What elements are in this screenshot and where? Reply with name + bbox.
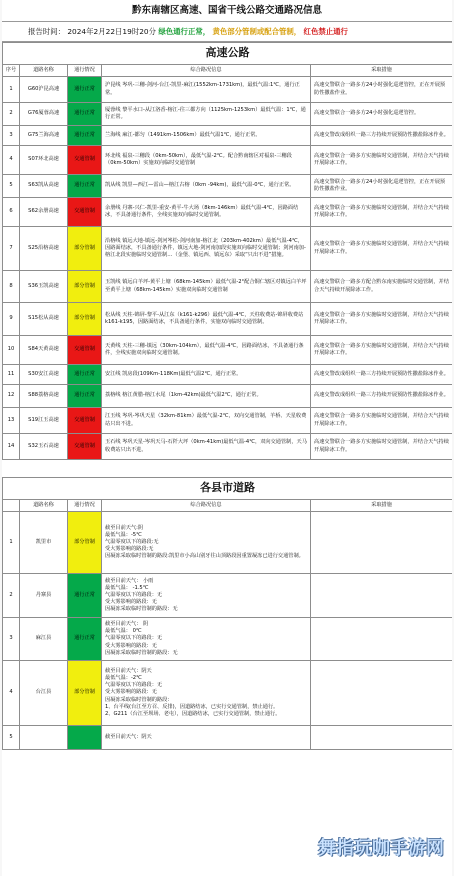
highway-row [3, 365, 453, 385]
red-legend: 红色禁止通行 [303, 27, 348, 36]
row-number: 5 [3, 175, 20, 198]
road-condition: 玉石线 岑巩天星-岑巩天马-石阡大坪（0km-41km)最低气温-4℃，双向交通管制，天马收费站只出不进。 [102, 434, 311, 460]
county-measure [311, 574, 453, 618]
page-title: 黔东南辖区高速、国省干线公路交通路况信息 [2, 0, 452, 22]
report-time: 2024年2月22日19时20分 [67, 27, 157, 36]
measure-text: 高速交警联合一路多方24小时强化巡逻管控，正在开展预防性撒盐作业。 [311, 175, 453, 198]
row-number: 2 [3, 103, 20, 126]
highway-section-title: 高速公路 [3, 43, 453, 65]
status-badge: 通行正常 [68, 77, 102, 103]
status-badge: 部分管制 [68, 227, 102, 271]
row-number: 9 [3, 303, 20, 336]
status-badge: 通行正常 [68, 365, 102, 385]
measure-text: 高速交警改成组织一路三方持续开展预防性撒盐除冰作业。 [311, 126, 453, 146]
header-measure: 采取措施 [311, 65, 453, 77]
row-number: 4 [3, 661, 20, 726]
header-road: 道路名称 [20, 65, 68, 77]
county-header-status: 通行情况 [68, 500, 102, 512]
status-badge: 通行正常 [68, 126, 102, 146]
road-condition: 安江线 凯房段(109Km-118Km)最低气温2℃，通行正常。 [102, 365, 311, 385]
highway-row [3, 103, 453, 126]
road-name: S88荔榕高速 [20, 385, 68, 408]
road-name: S25沿榕高速 [20, 227, 68, 271]
status-badge: 交通管制 [68, 146, 102, 175]
highway-header-row [3, 65, 453, 77]
row-number: 10 [3, 336, 20, 365]
highway-table [2, 42, 452, 460]
measure-text: 高速交警联合一路多方实施临时交通管制，并结合天气持续开展除冰工作。 [311, 303, 453, 336]
road-condition: 厦蓉线 黎平水口-从江洛香-榕江-往三都方向（1125km-1253km）最低气温：1℃，通行正常。 [102, 103, 311, 126]
county-name [20, 726, 68, 750]
row-number: 7 [3, 227, 20, 271]
section-gap [2, 460, 452, 477]
road-name: G60沪昆高速 [20, 77, 68, 103]
page [2, 0, 452, 876]
county-measure [311, 618, 453, 661]
measure-text: 高速交警联合一路多方实施临时交通管制，并结合天气持续开展除冰工作。 [311, 227, 453, 271]
measure-text: 高速交警改成组织一路三方持续开展预防性撒盐除冰作业。 [311, 385, 453, 408]
row-number: 2 [3, 574, 20, 618]
measure-text: 高速交警联合一路多方实施临时交通管制，并结合天气持续开展除冰工作。 [311, 408, 453, 434]
measure-text: 高速交警联合一路多方配合黔东南实施临时交通管制，并结合天气持续开展除冰工作。 [311, 271, 453, 303]
road-name: S32玉石高速 [20, 434, 68, 460]
road-condition: 玉凯线 镇远白羊坪-黄平上塘（68km-145km）最低气温-2°配合铜仁辖区对镇远白羊坪至黄平上塘（68km-145km）实施双向临时交通管制 [102, 271, 311, 303]
row-number: 3 [3, 126, 20, 146]
road-condition: 沪昆线 岑巩-三穗-剑河-台江-凯里-麻江(1552km-1731km)，最低气温:1℃，通行正常。 [102, 77, 311, 103]
row-number: 1 [3, 77, 20, 103]
highway-row [3, 77, 453, 103]
road-name: S62余册高速 [20, 198, 68, 227]
status-badge: 通行正常 [68, 175, 102, 198]
measure-text: 高速交警联合一路多方实施临时交通管制，并结合天气持续开展除冰工作。 [311, 146, 453, 175]
row-number: 13 [3, 408, 20, 434]
road-name: G76厦蓉高速 [20, 103, 68, 126]
road-name: S07环北高速 [20, 146, 68, 175]
measure-text: 高速交警联合一路多方24小时强化巡逻管控，正在开展预防性撒盐作业。 [311, 77, 453, 103]
road-name: S36玉凯高速 [20, 271, 68, 303]
road-condition: 凯从线 凯里—西江—雷山—榕江古榕（0km -94km)，最低气温-0℃，通行正常。 [102, 175, 311, 198]
county-row [3, 512, 453, 574]
highway-row [3, 227, 453, 271]
row-number: 6 [3, 198, 20, 227]
county-header-desc: 综合路况信息 [102, 500, 311, 512]
status-badge: 通行正常 [68, 103, 102, 126]
highway-row [3, 408, 453, 434]
county-section-title: 各县市道路 [3, 478, 453, 500]
measure-text: 高速交警联合一路多方实施临时交通管制，并结合天气持续开展除冰工作。 [311, 434, 453, 460]
report-line [2, 22, 452, 42]
status-badge: 交通管制 [68, 198, 102, 227]
status-badge: 部分管制 [68, 661, 102, 726]
highway-row [3, 336, 453, 365]
status-badge: 交通管制 [68, 434, 102, 460]
county-condition: 截至目前天气： 阴 最低气温： 0℃ 气温零度以下的路段：无 受大雾影响的路段：无 因凝冻采取临时管制的路段：无 [102, 618, 311, 661]
county-measure [311, 661, 453, 726]
road-condition: 天黄线 天柱-三穗-镇远（30km-104km），最低气温-4℃，因路面结冰，不具备通行条件，全线实施双向临时交通管制。 [102, 336, 311, 365]
header-status: 通行情况 [68, 65, 102, 77]
status-badge: 通行正常 [68, 385, 102, 408]
highway-row [3, 126, 453, 146]
county-condition: 截至目前天气：阴天 最低气温：-2℃ 气温零度以下的路段：无 受大雾影响的路段：无 因凝冻采取临时管制的路段： 1、台平线(台江至方召、反排)，因道路结冰，已实行交通管制，禁止通行。 2、G211（台江至坝场、老屯），因道路结冰，已实行交通管制，禁止通行。 [102, 661, 311, 726]
county-table [2, 477, 452, 750]
row-number: 1 [3, 512, 20, 574]
road-name: S15松从高速 [20, 303, 68, 336]
status-badge: 交通管制 [68, 408, 102, 434]
county-name: 麻江县 [20, 618, 68, 661]
county-header-road: 道路名称 [20, 500, 68, 512]
road-condition: 沿榕线 镇远大地-镇远-剑河岑松-剑河南加-榕江北（203km-402km）最低气温-4℃，因路面结冰，不具备通行条件，镇远大地-剑河南加段实施双向临时交通管制；剑河南加-榕江北段实施临时交通管制…（金堡、镇远西、镇远东）采取“只出不进”措施。 [102, 227, 311, 271]
road-condition: 江玉线 岑巩-岑巩天星（32km-81km）最低气温-2℃，双向交通管制，羊桥、天星收费站只出不进。 [102, 408, 311, 434]
measure-text: 高速交警改成组织一路三方持续开展预防性撒盐除冰作业。 [311, 365, 453, 385]
row-number: 8 [3, 271, 20, 303]
county-name: 丹寨县 [20, 574, 68, 618]
county-header-measure: 采取措施 [311, 500, 453, 512]
highway-row [3, 198, 453, 227]
highway-row [3, 146, 453, 175]
measure-text: 高速交警联合一路多方实施临时交通管制，并结合天气持续开展除冰工作。 [311, 336, 453, 365]
road-name: S30安江高速 [20, 365, 68, 385]
status-badge: 通行正常 [68, 574, 102, 618]
highway-row [3, 175, 453, 198]
road-condition: 荔榕线 榕江黄腊-榕江水尾（1km-42km)最低气温2℃，通行正常。 [102, 385, 311, 408]
row-number: 11 [3, 365, 20, 385]
county-condition: 截至目前天气： 小雨 最低气温： -1.5℃ 气温零度以下的路段：无 受大雾影响的路段：无 因凝冻采取临时管制的路段：无 [102, 574, 311, 618]
highway-row [3, 271, 453, 303]
yellow-legend: 黄色部分管制或配合管制， [212, 27, 302, 36]
row-number: 3 [3, 618, 20, 661]
header-desc: 综合路况信息 [102, 65, 311, 77]
status-badge: 交通管制 [68, 336, 102, 365]
measure-text: 高速交警联合一路多方24小时强化巡逻管控。 [311, 103, 453, 126]
road-name: S63凯从高速 [20, 175, 68, 198]
road-condition: 环北线 福泉-三穗段（0km-50km），最低气温-2℃。配合黔南辖区对福泉-三穗段（0km-50km）实施双向临时交通管制 [102, 146, 311, 175]
county-condition: 截至目前天气：阴天 [102, 726, 311, 750]
county-condition: 截至目前天气:阴 最低气温：-5℃ 气温零度以下的路段:无 受大雾影响的路段:无 因凝冻采取临时管制的路段:凯里市小高山别牙往山顶路段因重置凝冻已进行交通管制。 [102, 512, 311, 574]
county-measure [311, 512, 453, 574]
row-number: 4 [3, 146, 20, 175]
road-condition: 余册线 丹寨-兴仁-凯里-重安-黄平-牛大场（8km-146km）最低气温-4℃，因路面结冰，不具备通行条件，全线实施双向临时交通管制。 [102, 198, 311, 227]
watermark: 舞指玩咖手游网 [318, 838, 444, 859]
road-condition: 兰海线 麻江-都匀（1491km-1506km）最低气温1℃，通行正常。 [102, 126, 311, 146]
highway-row [3, 434, 453, 460]
road-name: S19江玉高速 [20, 408, 68, 434]
measure-text: 高速交警联合一路多方实施临时交通管制，并结合天气持续开展除冰工作。 [311, 198, 453, 227]
county-row [3, 726, 453, 750]
road-name: S84天黄高速 [20, 336, 68, 365]
status-badge: 部分管制 [68, 271, 102, 303]
county-measure [311, 726, 453, 750]
highway-row [3, 303, 453, 336]
county-header-row [3, 500, 453, 512]
county-name: 凯里市 [20, 512, 68, 574]
county-row [3, 618, 453, 661]
report-time-label: 报告时间： [28, 27, 65, 36]
status-badge: 部分管制 [68, 303, 102, 336]
road-name: G75兰海高速 [20, 126, 68, 146]
row-number: 14 [3, 434, 20, 460]
highway-row [3, 385, 453, 408]
row-number: 12 [3, 385, 20, 408]
status-badge: 部分管制 [68, 512, 102, 574]
county-header-blank [3, 500, 20, 512]
green-legend: 绿色通行正常， [158, 27, 211, 36]
county-name: 台江县 [20, 661, 68, 726]
header-no: 序号 [3, 65, 20, 77]
row-number: 5 [3, 726, 20, 750]
county-row [3, 574, 453, 618]
road-condition: 松从线 天柱-锦屏-黎平-从江东（k161-k296）最低气温-4℃，天柱收费站-锦屏收费站k161-k195，因路面结冰，不具备通行条件，实施双向临时交通管制。 [102, 303, 311, 336]
county-row [3, 661, 453, 726]
status-badge [68, 726, 102, 750]
status-badge: 通行正常 [68, 618, 102, 661]
